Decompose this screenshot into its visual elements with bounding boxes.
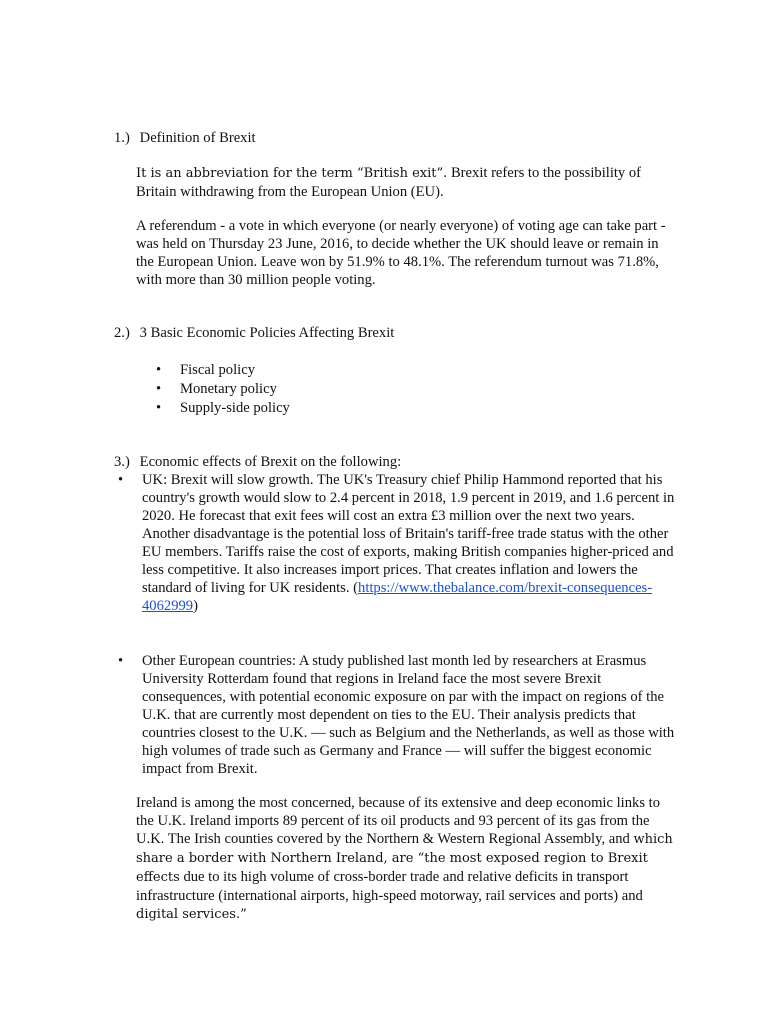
- uk-effects-item: [118, 471, 678, 615]
- section-1-title: Definition of Brexit: [139, 130, 256, 146]
- source-link[interactable]: https://www.thebalance.com/brexit-consequences-4062999: [142, 580, 653, 614]
- bullet-icon: •: [156, 362, 162, 378]
- ireland-text-b: which share a border with Northern Ireland, are “the most exposed region to Brexit effects: [136, 832, 673, 885]
- uk-tariff-text: Another disadvantage is the potential loss of Britain's tariff-free trade status with the other EU members. Tariffs raise the cost of exports, making British companies higher-priced and less competitive. It also increases import prices. That creates inflation and lowers the standard of living for UK residents. (: [142, 526, 674, 596]
- uk-effects-tariff-text: [142, 525, 680, 615]
- brexit-definition-paragraph: [136, 164, 676, 201]
- section-3-number: 3.): [114, 454, 130, 470]
- section-2-title: 3 Basic Economic Policies Affecting Brexit: [139, 325, 395, 341]
- uk-link-close: ): [193, 598, 198, 614]
- section-2-number: 2.): [114, 325, 130, 341]
- eu-effects-study-text: Other European countries: A study published last month led by researchers at Erasmus University Rotterdam found that regions in Ireland face the most severe Brexit consequences, with potential economic exposure on par with the impact on regions of the U.K. that are currently most dependent on ties to the EU. Their analysis predicts that countries closest to the U.K. — such as Belgium and the Netherlands, as well as those with high volumes of trade such as Germany and France — will suffer the biggest economic impact from Brexit.: [142, 653, 675, 777]
- list-item: [156, 361, 290, 380]
- section-1-heading: [114, 129, 256, 147]
- eu-effects-item: [118, 652, 678, 778]
- ireland-text-d: digital services.”: [136, 907, 247, 922]
- section-3-heading: [114, 453, 401, 471]
- ireland-text-a: Ireland is among the most concerned, because of its extensive and deep economic links to the U.K. Ireland imports 89 percent of its oil products and 93 percent of its gas from the U.K. The Irish counties covered by the Northern & Western Regional Assembly, and: [136, 795, 660, 847]
- bullet-icon: •: [156, 400, 162, 416]
- definition-lead-text: It is an abbreviation for the term “British exit”.: [136, 166, 448, 181]
- ireland-text-c: due to its high volume of cross-border trade and relative deficits in transport infrastructure (international airports, high-speed motorway, rail services and ports) and: [136, 869, 643, 904]
- section-3-title: Economic effects of Brexit on the following:: [139, 454, 402, 470]
- ireland-paragraph: [136, 794, 676, 924]
- list-item: [156, 399, 290, 418]
- bullet-icon: •: [118, 472, 124, 488]
- policy-list: [156, 361, 290, 418]
- list-item: [156, 380, 290, 399]
- uk-effects-growth-text: UK: Brexit will slow growth. The UK's Treasury chief Philip Hammond reported that his country's growth would slow to 2.4 percent in 2018, 1.9 percent in 2019, and 1.6 percent in 2020. He forecast that exit fees will cost an extra £3 million over the next two years.: [142, 472, 675, 524]
- section-1-number: 1.): [114, 130, 130, 146]
- policy-fiscal: Fiscal policy: [180, 362, 255, 378]
- section-2-heading: [114, 324, 394, 342]
- definition-rest-text: Brexit refers to the possibility of Britain withdrawing from the European Union (EU).: [136, 165, 642, 200]
- policy-supply-side: Supply-side policy: [180, 400, 290, 416]
- bullet-icon: •: [118, 653, 124, 669]
- policy-monetary: Monetary policy: [180, 381, 277, 397]
- bullet-icon: •: [156, 381, 162, 397]
- referendum-paragraph: A referendum - a vote in which everyone (or nearly everyone) of voting age can take part - was held on Thursday 23 June, 2016, to decide whether the UK should leave or remain in the European Union. Leave won by 51.9% to 48.1%. The referendum turnout was 71.8%, with more than 30 million people voting.: [136, 218, 666, 288]
